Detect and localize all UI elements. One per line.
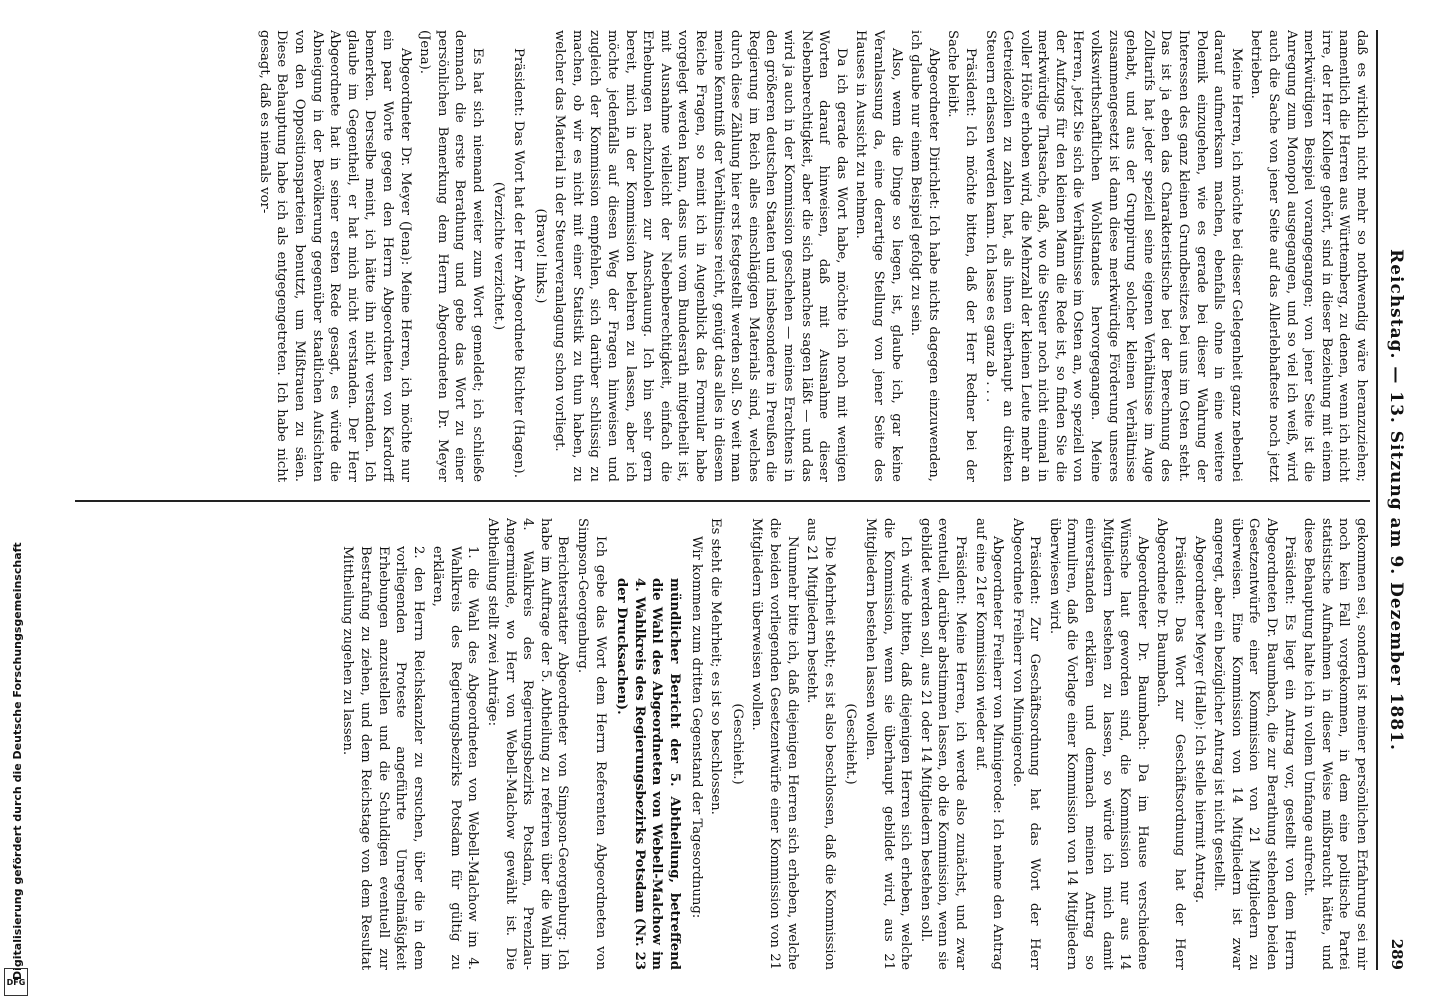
paragraph: Es hat sich niemand weiter zum Wort gemeldet; ich schließe demnach die erste Berathung und gebe das Wort zu einer persönlichen Bemerkung dem Herrn Abgeordneten Dr. Meyer (Jena). [417,30,485,482]
paragraph: Die Mehrheit steht; es ist also beschlossen, daß die Kommission aus 21 Mitgliedern besteht. [804,518,837,970]
paragraph: Wir kommen zum dritten Gegenstand der Tagesordnung: [688,536,704,919]
paragraph: Also, wenn die Dinge so liegen, ist, glaube ich, gar keine Veranlassung da, eine derartige Stellung von jener Seite des Hauses in Aussicht zu nehmen. [853,30,904,482]
stage-direction: (Bravo! links.) [532,208,548,304]
stage-direction: (Geschieht.) [843,703,859,785]
paragraph: Abgeordneter Freiherr von Minnigerode: Ich nehme den Antrag auf eine 21er Kommission wieder auf. [972,518,1006,970]
right-column [80,518,1370,970]
paragraph: Berichterstatter Abgeordneter von Simpson-Georgenburg: Ich habe im Auftrage der 5. Abtheilung zu referiren über die Wahl im 4. Wahlkreis des Regierungsbezirks Potsdam, Prenzlau-Angermünde, wo Herr von Webell-Malchow gewählt ist. Die Abtheilung stellt zwei Anträge: [485,518,571,970]
paragraph: Präsident: Meine Herren, ich werde also zunächst, und zwar eventuell, darüber abstimmen lassen, ob die Kommission, wenn sie gebildet werden soll, aus 21 oder 14 Mitgliedern bestehen soll. [917,518,968,970]
paragraph: Abgeordneter Dr. Meyer (Jena): Meine Herren, ich möchte nur ein paar Worte gegen den Herrn Abgeordneten von Kardorff bemerken. Derselbe meint, ich hätte ihn nicht verstanden. Ich glaube im Gegentheil, er hat mich nicht verstanden. Der Herr Abgeordnete hat in seiner ersten Rede gesagt, es würde die Abneigung in der Bevölkerung gegenüber staatlichen Aufsichten von den Oppositionsparteien benutzt, um Mißtrauen zu säen. Diese Behauptung habe ich als entgegengetreten. Ich habe nicht gesagt, daß es niemals vor- [256,30,413,482]
left-column [80,30,1370,482]
paragraph: 2. den Herrn Reichskanzler zu ersuchen, über die in dem vorliegenden Proteste angeführte Unregelmäßigkeit Erhebungen anzustellen und die Schuldigen eventuell zur Bestrafung zu ziehen, und dem Reichstage von dem Resultat Mittheilung zugehen zu lassen. [340,546,426,970]
paragraph: Abgeordneter Meyer (Halle): Ich stelle hiermit Antrag. [1191,536,1207,904]
text-columns [70,30,1370,970]
paragraph: Abgeordneter Dr. Baumbach: Da im Hause verschiedene Wünsche laut geworden sind, die Kommission nur aus 14 Mitgliedern bestehen zu lassen, so würde ich mich damit einverstanden erklären und demnach meinen Antrag so formuliren, daß die Vorlage einer Kommission von 14 Mitgliedern überwiesen wird. [1046,518,1150,970]
paragraph: Ich würde bitten, daß diejenigen Herren sich erheben, welche die Kommission, wenn sie überhaupt gebildet wird, aus 21 Mitgliedern bestehen lassen wollen. [862,518,914,970]
paragraph: Präsident: Ich möchte bitten, daß der Herr Redner bei der Sache bleibt. [945,30,978,482]
paragraph: 1. die Wahl des Abgeordneten von Webell-Malchow im 4. Wahlkreis des Regierungsbezirks Potsdam für gültig zu erklären, [430,546,481,970]
stage-direction: (Verzichte verzichtet.) [491,181,507,331]
page-number: 289 [1388,938,1406,970]
paragraph: Präsident: Das Wort zur Geschäftsordnung hat der Herr Abgeordnete Dr. Baumbach. [1154,518,1188,970]
page-title: Reichstag. — 13. Sitzung am 9. Dezember 1881. [1386,249,1406,751]
paragraph: Ich gebe das Wort dem Herrn Referenten Abgeordneten von Simpson-Georgenburg. [575,518,608,970]
stage-direction: (Geschieht.) [729,703,745,785]
agenda-heading: mündlicher Bericht der 5. Abtheilung, betreffend die Wahl des Abgeordneten von Webell-Malchow im 4. Wahlkreis des Regierungsbezirks Potsdam (Nr. 23 der Drucksachen). [614,578,683,970]
paragraph: Da ich gerade das Wort habe, möchte ich noch mit wenigen Worten darauf hinweisen, daß mit Ausnahme dieser Nebenberechtigkeit, aber die sich manches sagen läßt — und das wird ja auch in der Kommission geschehen — meines Erachtens in den größeren deutschen Staaten und insbesondere in Preußen die Regierung im Reich alles einschlägigen Materials sind, welches durch diese Zählung hier erst festgestellt werden soll. So weit man meine Kenntniß der Verhältnisse reicht, genügt das alles in diesem Reiche Fragen, so meint ich in Augenblick das Formular habe vorgelegt werden kann, dass uns vom Bundesrath mitgetheilt ist, mit Ausnahme vielleicht der Nebenberechtigkeit, einfach die Erhebungen nachzuholen zur Anschauung. Ich bin sehr gern bereit, mich in der Kommission belehren zu lassen, aber ich möchte jedenfalls auf diesen Weg der Fragen hinweisen und zugleich der Kommission empfehlen, sich darüber schlüssig zu machen, ob wir es nicht mit einer Statistik zu thun haben, zu welcher das Material in der Steuerveranlagung schon vorliegt. [552,30,849,482]
dfg-logo: DFG [4,968,28,996]
paragraph: Nunmehr bitte ich, daß diejenigen Herren sich erheben, welche die beiden vorliegenden Gesetzentwürfe einer Kommission von 21 Mitgliedern überweisen wollen. [749,518,800,970]
credit-strip [0,0,32,1000]
column-divider [75,500,1370,502]
paragraph: Es steht die Mehrheit; es ist so beschlossen. [708,518,724,815]
page-header [1376,30,1412,970]
paragraph: gekommen sei, sondern ist meiner persönlichen Erfahrung sei mir noch kein Fall vorgekommen, in dem eine politische Partei statistische Aufnahmen in dieser Weise mißbraucht hätte, und diese Behauptung halte ich in vollem Umfange aufrecht. [1301,518,1369,970]
paragraph: Präsident: Es liegt ein Antrag vor, gestellt von dem Herrn Abgeordneten Dr. Baumbach, die zur Berathung stehenden beiden Gesetzentwürfe einer Kommission von 21 Mitgliedern zu überweisen. Eine Kommission von 14 Mitgliedern ist zwar angeregt, aber ein bezüglicher Antrag ist nicht gestellt. [1211,518,1297,970]
paragraph: Meine Herren, ich möchte bei dieser Gelegenheit ganz nebenbei darauf aufmerksam machen, ebenfalls ohne in eine weitere Polemik einzugehen, wie es gerade bei dieser Wahrung der Interessen des ganz kleinen Grundbesitzes bei uns im Osten steht. Das ist ja eben das Charakteristische bei der Berechnung des Zolltarifs hat jeder speziell seine eigenen Verhältnisse im Auge gehabt, und aus der Gruppirung solcher kleinen Verhältnisse zusammengesetzt ist dann diese merkwürdige Förderung unseres volkswirthschaftlichen Wohlstandes hervorgegangen. Meine Herren, jetzt Sie sich die Verhältnisse im Osten an, wo speziell von der Aufzugs für den kleinen Mann die Rede ist, so finden Sie die merkwürdige Thatsache, daß, wo die Steuer noch nicht einmal in voller Höhe erhoben wird, die Mehrzahl der kleinen Leute mehr an Getreidezöllen zu zahlen hat, als ihnen überhaupt an direkten Steuern erlassen werden kann. Ich lasse es ganz ab . . . [982,30,1244,482]
paragraph: Präsident: Zur Geschäftsordnung hat das Wort der Herr Abgeordnete Freiherr von Minnigerode. [1009,518,1043,970]
paragraph: Abgeordneter Dirichlet: Ich habe nichts dagegen einzuwenden, ich glaube nur einem Beispiel gefolgt zu sein. [908,30,941,482]
paragraph: daß es wirklich nicht mehr so nothwendig wäre heranzuziehen; namentlich die Herren aus Württemberg, zu denen, wenn ich nicht irre, der Herr Kollege gehört, sind in dieser Beziehung mit einem merkwürdigen Beispiel vorangegangen; von jener Seite ist die Anregung zum Monopol ausgegangen, und so viel ich weiß, wird auch die Sache von jener Seite auf das Allerlebhafteste noch jetzt betrieben. [1248,30,1369,482]
paragraph: Präsident: Das Wort hat der Herr Abgeordnete Richter (Hagen). [511,48,527,478]
rotated-page [50,0,1430,1000]
dfg-credit-text: Digitalisierung gefördert durch die Deutsche Forschungsgemeinschaft [11,542,24,980]
